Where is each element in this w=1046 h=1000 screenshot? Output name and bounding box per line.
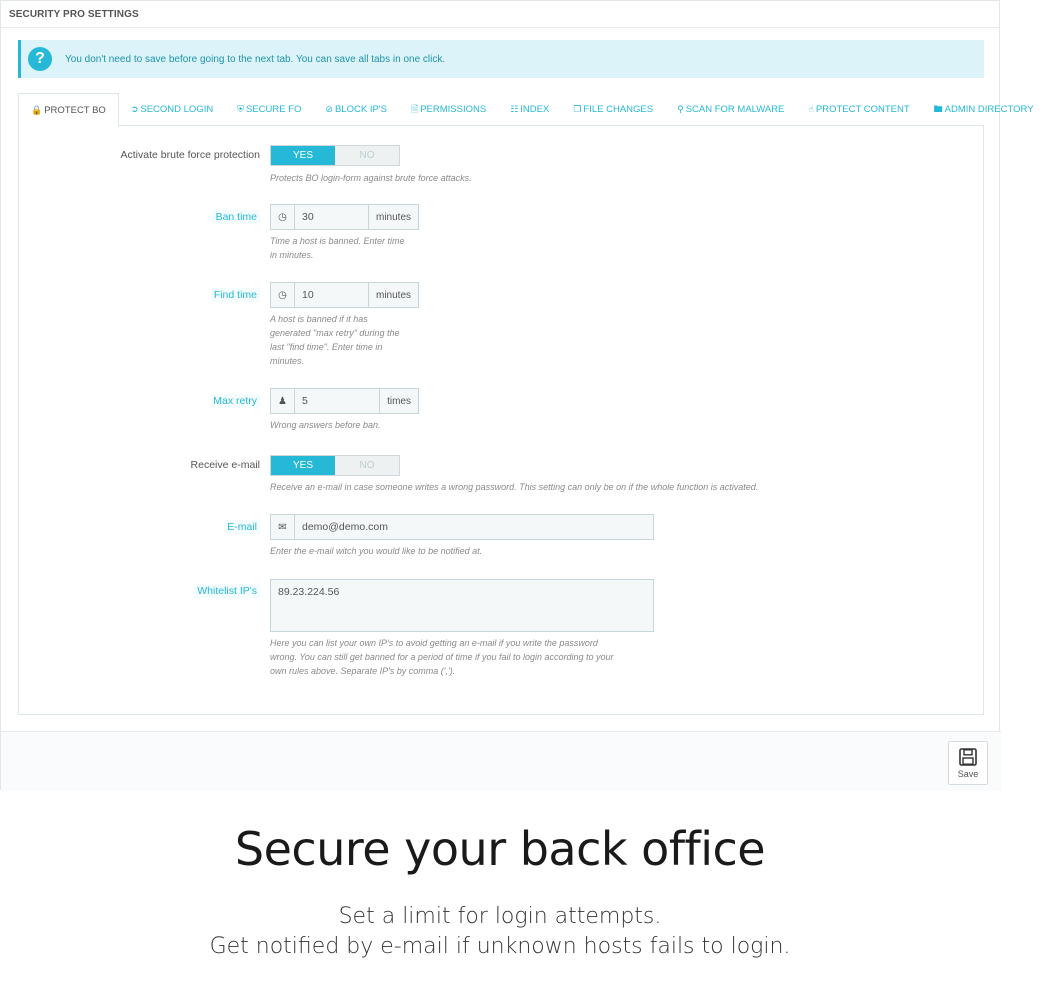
email-input[interactable]: demo@demo.com	[295, 515, 653, 539]
shield-icon: ⛨	[237, 104, 244, 114]
max-retry-group	[270, 388, 419, 414]
ban-time-group	[270, 204, 419, 230]
question-icon: ?	[28, 47, 52, 71]
floppy-icon	[958, 747, 978, 767]
save-label: Save	[957, 769, 979, 779]
lock-icon: 🔒	[31, 104, 43, 115]
email-help: Enter the e-mail witch you would like to be notified at.	[270, 546, 483, 556]
panel-footer	[1, 731, 1001, 791]
clock-icon: ◷	[271, 283, 295, 307]
search-icon: ⚲	[677, 104, 684, 114]
panel-title: SECURITY PRO SETTINGS	[1, 1, 999, 28]
sitemap-icon: ☷	[510, 104, 519, 114]
find-time-help: A host is banned if it has generated "max retry" during the last "find time". Enter time in minutes.	[270, 314, 400, 366]
ban-time-unit: minutes	[368, 205, 418, 229]
promo-line-1: Set a limit for login attempts.	[338, 904, 662, 929]
receive-email-switch[interactable]	[270, 455, 400, 476]
tab-file-changes[interactable]: ❐ FILE CHANGES	[573, 104, 654, 115]
max-retry-input[interactable]: 5	[295, 389, 379, 413]
tab-secure-fo[interactable]: ⛨ SECURE FO	[237, 104, 302, 115]
tab-permissions[interactable]: 🗎 PERMISSIONS	[399, 93, 498, 126]
alert-text: You don't need to save before going to the next tab. You can save all tabs in one click.	[65, 53, 446, 65]
clock-icon: ◷	[271, 205, 295, 229]
promo-headline: Secure your back office	[234, 822, 766, 876]
file-icon: 🗎	[410, 103, 419, 114]
email-group	[270, 514, 654, 540]
ban-time-input[interactable]: 30	[295, 205, 368, 229]
receive-email-yes[interactable]: YES	[271, 456, 335, 475]
save-button[interactable]	[948, 741, 988, 785]
whitelist-textarea[interactable]: 89.23.224.56	[270, 579, 654, 632]
envelope-icon: ✉	[271, 515, 295, 539]
tab-index[interactable]: ☷ INDEX	[510, 104, 550, 115]
max-retry-unit: times	[379, 389, 418, 413]
find-time-unit: minutes	[368, 283, 418, 307]
sign-in-icon: ➲	[130, 104, 139, 114]
brute-force-switch[interactable]	[270, 145, 400, 166]
tab-second-login[interactable]: ➲ SECOND LOGIN	[130, 104, 214, 115]
tab-admin-directory[interactable]: 🖿 ADMIN DIRECTORY	[922, 93, 1046, 126]
tab-block-ips[interactable]: ⊘ BLOCK IP'S	[325, 104, 387, 115]
ban-time-help: Time a host is banned. Enter time in minutes.	[270, 236, 405, 260]
ban-icon: ⊘	[325, 104, 333, 114]
tab-protect-content[interactable]: ☝ PROTECT CONTENT	[808, 104, 910, 115]
receive-email-label: Receive e-mail	[190, 459, 260, 471]
tab-protect-bo[interactable]: 🔒 PROTECT BO	[18, 93, 119, 127]
whitelist-label: Whitelist IP's	[194, 584, 260, 598]
max-retry-label: Max retry	[210, 394, 260, 408]
tab-scan-for-malware[interactable]: ⚲ SCAN FOR MALWARE	[677, 104, 785, 115]
email-label: E-mail	[224, 520, 260, 534]
brute-force-label: Activate brute force protection	[120, 149, 260, 161]
folder-icon: 🖿	[933, 103, 943, 114]
brute-force-no[interactable]: NO	[359, 150, 375, 161]
tab-bar	[18, 93, 1034, 126]
find-time-label: Find time	[211, 288, 260, 302]
receive-email-help: Receive an e-mail in case someone writes a wrong password. This setting can only be on if the whole function is activated.	[270, 482, 759, 492]
brute-force-yes[interactable]: YES	[271, 146, 335, 165]
max-retry-help: Wrong answers before ban.	[270, 420, 381, 430]
brute-force-help: Protects BO login-form against brute force attacks.	[270, 173, 472, 183]
promo-line-2: Get notified by e-mail if unknown hosts fails to login.	[209, 934, 791, 959]
user-times-icon: ♟	[271, 389, 295, 413]
receive-email-no[interactable]: NO	[359, 460, 375, 471]
find-time-group	[270, 282, 419, 308]
ban-time-label: Ban time	[213, 210, 260, 224]
whitelist-help: Here you can list your own IP's to avoid getting an e-mail if you write the password wrong. You can still get banned for a period of time if you fail to login according to your own rules above. Separate IP's by comma (',').	[270, 638, 614, 676]
files-icon: ❐	[573, 104, 582, 114]
hand-icon: ☝	[808, 104, 814, 114]
info-alert	[18, 40, 984, 78]
find-time-input[interactable]: 10	[295, 283, 368, 307]
